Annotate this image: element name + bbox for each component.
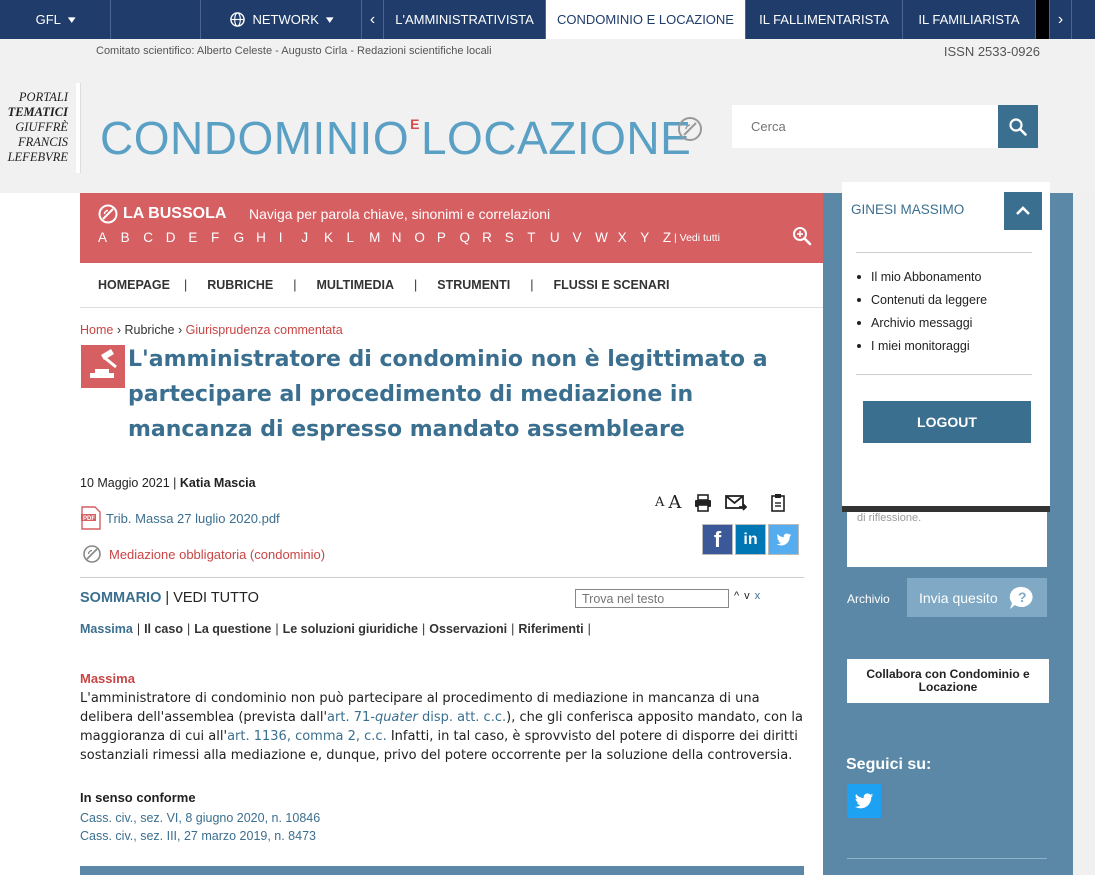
massima-text-part: L'amministratore di condominio non può partecipare al procedimento di mediazione in mancanza di una delibera dell'assemblea (prevista dall': [80, 691, 760, 725]
collapse-button[interactable]: [1004, 192, 1042, 230]
toc-sep: |: [587, 622, 591, 636]
gfl-menu[interactable]: [0, 0, 111, 39]
law-link-art1136[interactable]: art. 1136, comma 2, c.c.: [227, 729, 387, 744]
top-navigation-bar: [0, 0, 1095, 39]
vedi-tutto-link[interactable]: VEDI TUTTO: [173, 590, 259, 606]
invia-quesito-button[interactable]: [907, 578, 1047, 617]
logo-locazione: LOCAZIONE: [420, 112, 692, 164]
letter-link[interactable]: S: [504, 230, 514, 245]
topnav-spacer: [111, 0, 201, 39]
toc-osservazioni[interactable]: Osservazioni: [429, 622, 508, 636]
chevron-down-icon: ▾: [67, 14, 76, 26]
toc-sep: |: [186, 622, 191, 636]
globe-icon: [230, 12, 245, 27]
conforme-heading: In senso conforme: [80, 790, 196, 805]
prev-arrow-icon[interactable]: ‹: [362, 0, 384, 39]
letter-link[interactable]: T: [527, 230, 536, 245]
letter-link[interactable]: B: [120, 230, 130, 245]
print-icon[interactable]: [693, 493, 713, 513]
breadcrumb-sep: ›: [116, 323, 121, 337]
article-tools: [655, 492, 787, 513]
topnav-divider: [1036, 0, 1050, 39]
toc-soluzioni[interactable]: Le soluzioni giuridiche: [282, 622, 419, 636]
nav-separator: |: [414, 278, 418, 292]
menu-archivio-messaggi[interactable]: Archivio messaggi: [857, 316, 987, 330]
byline-sep: |: [173, 476, 177, 490]
toc-il-caso[interactable]: Il caso: [144, 622, 183, 636]
question-bubble-icon: [1008, 585, 1036, 611]
massima-text-part: ), che gli conferisca apposito mandato, con la maggioranza di cui all': [80, 710, 803, 744]
breadcrumb-home[interactable]: Home: [80, 323, 114, 337]
topic-tag[interactable]: [82, 544, 325, 564]
nav-rubriche[interactable]: RUBRICHE: [207, 278, 274, 292]
search-box: [732, 105, 1038, 148]
facebook-icon[interactable]: f: [702, 524, 733, 555]
page-edge: [1073, 193, 1095, 875]
massima-text-part: Infatti, in tal caso, è sprovvisto del potere di disporre dei diritti sostanziali rimessi alla mediazione e, dunque, privo del potere occorrente per la soluzione della controversia.: [80, 729, 798, 763]
archivio-link[interactable]: Archivio: [847, 592, 890, 606]
invia-label: Invia quesito: [919, 589, 998, 606]
site-logo[interactable]: [100, 101, 692, 164]
bussola-panel: [80, 193, 824, 263]
toc-la-questione[interactable]: La questione: [194, 622, 272, 636]
bottom-bar: [80, 866, 804, 875]
letter-link[interactable]: G: [233, 230, 245, 245]
svg-text:?: ?: [1017, 588, 1027, 605]
article-byline: [80, 476, 256, 490]
breadcrumb-sep: ›: [178, 323, 183, 337]
conforme-list: [80, 809, 320, 845]
email-share-icon[interactable]: [725, 493, 747, 513]
letter-link[interactable]: C: [143, 230, 153, 245]
menu-abbonamento[interactable]: Il mio Abbonamento: [857, 270, 987, 284]
chevron-down-icon: ▾: [325, 14, 334, 26]
logout-button[interactable]: LOGOUT: [863, 401, 1031, 443]
portali-line: PORTALI: [18, 90, 68, 104]
compass-icon: [82, 544, 102, 564]
toc-riferimenti[interactable]: Riferimenti: [518, 622, 584, 636]
breadcrumb: [80, 323, 343, 337]
breadcrumb-rubriche[interactable]: Rubriche: [124, 323, 175, 337]
svg-text:PDF: PDF: [83, 516, 95, 522]
logo-e: E: [410, 116, 420, 132]
article-author[interactable]: Katia Mascia: [179, 476, 256, 490]
toc-sep: |: [136, 622, 141, 636]
letter-link[interactable]: U: [549, 230, 560, 245]
letter-link[interactable]: J: [301, 230, 309, 245]
search-button[interactable]: [998, 105, 1038, 148]
zoom-search-icon[interactable]: [792, 226, 812, 246]
toc-massima[interactable]: Massima: [80, 622, 133, 636]
table-of-contents: [80, 622, 595, 636]
pdf-label: Trib. Massa 27 luglio 2020.pdf: [106, 510, 280, 526]
breadcrumb-current[interactable]: Giurisprudenza commentata: [185, 323, 343, 337]
menu-contenuti[interactable]: Contenuti da leggere: [857, 293, 987, 307]
tab-amministrativista[interactable]: L'AMMINISTRATIVISTA: [384, 0, 546, 39]
seguici-label: Seguici su:: [846, 756, 932, 773]
nav-homepage[interactable]: HOMEPAGE: [98, 278, 170, 292]
find-in-text-input[interactable]: [575, 589, 729, 608]
font-increase-button[interactable]: A: [668, 492, 682, 513]
twitter-icon[interactable]: [768, 524, 799, 555]
letter-link[interactable]: D: [165, 230, 176, 245]
nav-separator: |: [184, 278, 188, 292]
collabora-button[interactable]: Collabora con Condominio e Locazione: [847, 659, 1049, 703]
massima-text: [80, 689, 804, 765]
toc-sep: |: [511, 622, 515, 636]
nav-separator: |: [293, 278, 297, 292]
letter-link[interactable]: V: [572, 230, 582, 245]
main-navigation: [80, 263, 824, 308]
letter-link[interactable]: L: [346, 230, 355, 245]
tab-fallimentarista[interactable]: IL FALLIMENTARISTA: [746, 0, 903, 39]
letter-link[interactable]: K: [323, 230, 333, 245]
bussola-brand[interactable]: [98, 204, 226, 224]
law-link-part: art. 71-: [327, 710, 375, 725]
gavel-icon: [81, 345, 125, 388]
letter-link[interactable]: H: [256, 230, 266, 245]
user-menu: [857, 270, 987, 362]
law-link-part: disp. att. c.c.: [417, 710, 507, 725]
alphabet-index: [98, 230, 685, 245]
panel-divider: [856, 374, 1032, 375]
nav-strumenti[interactable]: STRUMENTI: [437, 278, 511, 292]
chevron-up-icon: [1016, 206, 1030, 216]
letter-link[interactable]: I: [278, 230, 283, 245]
letter-link[interactable]: F: [210, 230, 220, 245]
logo-condominio: CONDOMINIO: [100, 112, 410, 164]
issn: ISSN 2533-0926: [943, 44, 1040, 59]
social-share: [702, 524, 799, 555]
letter-link[interactable]: X: [617, 230, 627, 245]
portali-line: FRANCIS: [18, 135, 68, 149]
letter-link[interactable]: A: [98, 230, 108, 245]
comitato-scientifico: Comitato scientifico: Alberto Celeste - Augusto Cirla - Redazioni scientifiche locali: [96, 45, 492, 57]
portali-line: LEFEBVRE: [7, 150, 68, 164]
search-icon: [1009, 118, 1027, 136]
vedi-tutti-link[interactable]: | Vedi tutti: [674, 232, 720, 244]
menu-monitoraggi[interactable]: I miei monitoraggi: [857, 339, 987, 353]
massima-heading: Massima: [80, 671, 135, 686]
letter-link[interactable]: E: [188, 230, 198, 245]
article-title: L'amministratore di condominio non è legittimato a partecipare al procedimento di mediazione in mancanza di espresso mandato assembleare: [128, 347, 768, 442]
topic-label: Mediazione obbligatoria (condominio): [109, 546, 326, 562]
search-input[interactable]: [732, 105, 994, 148]
site-header: [0, 39, 1095, 193]
letter-link[interactable]: W: [595, 230, 608, 245]
case-link[interactable]: Cass. civ., sez. VI, 8 giugno 2020, n. 10846: [80, 811, 321, 825]
pdf-attachment[interactable]: [80, 506, 280, 530]
user-panel: [842, 182, 1050, 512]
find-controls: [734, 590, 765, 602]
nav-flussi-scenari[interactable]: FLUSSI E SCENARI: [553, 278, 670, 292]
sommario-title[interactable]: SOMMARIO: [80, 590, 162, 606]
toc-sep: |: [422, 622, 426, 636]
portali-tematici-logo[interactable]: [0, 90, 68, 165]
nav-multimedia[interactable]: MULTIMEDIA: [316, 278, 395, 292]
letter-link[interactable]: R: [482, 230, 492, 245]
quesito-text: di riflessione.: [857, 512, 922, 524]
letter-link[interactable]: Q: [459, 230, 471, 245]
letter-link[interactable]: Z: [662, 230, 672, 245]
twitter-icon[interactable]: [847, 784, 881, 818]
portali-line: GIUFFRÈ: [15, 120, 68, 134]
find-next-button[interactable]: v: [744, 590, 755, 602]
save-note-icon[interactable]: [769, 493, 787, 513]
letter-link[interactable]: O: [414, 230, 425, 245]
portali-line: TEMATICI: [7, 105, 68, 119]
bussola-tagline: Naviga per parola chiave, sinonimi e correlazioni: [249, 206, 551, 222]
find-prev-button[interactable]: ^: [734, 590, 745, 602]
font-decrease-button[interactable]: A: [655, 495, 665, 510]
linkedin-icon[interactable]: in: [735, 524, 766, 555]
letter-link[interactable]: N: [391, 230, 402, 245]
panel-divider: [856, 252, 1032, 253]
case-link[interactable]: Cass. civ., sez. III, 27 marzo 2019, n. 8473: [80, 829, 316, 843]
gfl-label: GFL: [35, 12, 61, 27]
pdf-file-icon: [80, 506, 102, 530]
sidebar-divider: [847, 858, 1047, 859]
law-link-part: quater: [374, 710, 418, 725]
sommario-sep: |: [165, 590, 170, 606]
compass-icon: [98, 204, 118, 224]
compass-badge-icon: [677, 116, 703, 142]
section-divider: [80, 577, 804, 578]
letter-link[interactable]: M: [369, 230, 381, 245]
law-link-art71[interactable]: [327, 710, 506, 725]
network-menu[interactable]: [201, 0, 362, 39]
article-date: 10 Maggio 2021: [80, 476, 170, 490]
find-close-button[interactable]: x: [754, 590, 766, 602]
tab-familiarista[interactable]: IL FAMILIARISTA: [903, 0, 1036, 39]
portali-divider: [76, 83, 80, 173]
nav-separator: |: [530, 278, 534, 292]
letter-link[interactable]: P: [436, 230, 446, 245]
tab-condominio-locazione[interactable]: CONDOMINIO E LOCAZIONE: [546, 0, 746, 39]
letter-link[interactable]: Y: [640, 230, 650, 245]
network-label: NETWORK: [252, 12, 319, 27]
next-arrow-icon[interactable]: ›: [1050, 0, 1072, 39]
toc-sep: |: [275, 622, 279, 636]
bussola-title: LA BUSSOLA: [123, 205, 227, 222]
sommario-header: [80, 590, 259, 606]
user-name[interactable]: GINESI MASSIMO: [851, 202, 965, 217]
quesito-textarea[interactable]: [847, 512, 1047, 567]
